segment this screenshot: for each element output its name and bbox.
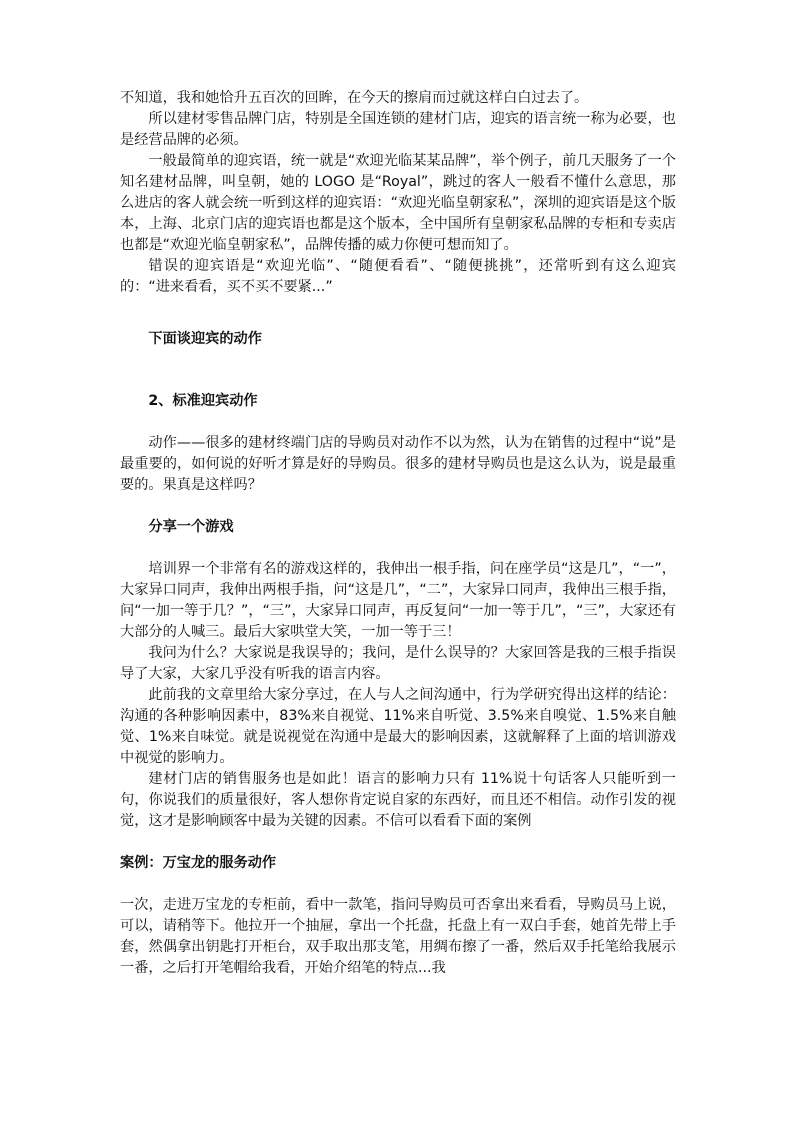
heading-share-game: 分享一个游戏 [148, 519, 234, 535]
paragraph-4: 错误的迎宾语是“欢迎光临”、“随便看看”、“随便挑挑”，还常听到有这么迎宾的：“进来看看，买不买不要紧...” [120, 258, 676, 295]
spacer [120, 538, 676, 559]
paragraph-10: 一次，走进万宝龙的专柜前，看中一款笔，指问导购员可否拿出来看看，导购员马上说，可以，请稍等下。他拉开一个抽屉，拿出一个托盘，托盘上有一双白手套，她首先带上手套，然偶拿出钥匙打开柜台，双手取出那支笔，用绸布擦了一番，然后双手托笔给我展示一番，之后打开笔帽给我看，开始介绍笔的特点...我 [120, 897, 676, 976]
spacer [120, 496, 676, 517]
spacer [120, 874, 676, 895]
paragraph-7: 我问为什么？大家说是我误导的；我问，是什么误导的？大家回答是我的三根手指误导了大家，大家几乎没有听我的语言内容。 [120, 645, 676, 682]
heading-standard-actions: 2、标准迎宾动作 [148, 393, 258, 409]
paragraph-5: 动作——很多的建材终端门店的导购员对动作不以为然，认为在销售的过程中“说”是最重要的，如何说的好听才算是好的导购员。很多的建材导购员也是这么认为，说是最重要的。果真是这样吗？ [120, 435, 676, 493]
paragraph-9: 建材门店的销售服务也是如此！语言的影响力只有 11%说十句话客人只能听到一句，你说我们的质量很好，客人想你肯定说自家的东西好，而且还不相信。动作引发的视觉，这才是影响顾客中最为关键的因素。不信可以看看下面的案例 [120, 771, 676, 829]
heading-greeting-actions: 下面谈迎宾的动作 [148, 331, 262, 347]
spacer [120, 298, 676, 329]
paragraph-6: 培训界一个非常有名的游戏这样的，我伸出一根手指，问在座学员“这是几”，“一”，大家异口同声，我伸出两根手指，问“这是几”，“二”，大家异口同声，我伸出三根手指，问“一加一等于几？”，“三”，大家异口同声，再反复问“一加一等于几”，“三”，大家还有大部分的人喊三。最后大家哄堂大笑，一加一等于三！ [120, 561, 676, 640]
paragraph-2: 所以建材零售品牌门店，特别是全国连锁的建材门店，迎宾的语言统一称为必要，也是经营品牌的必须。 [120, 111, 676, 148]
spacer [120, 832, 676, 853]
document-page [120, 88, 676, 979]
paragraph-8: 此前我的文章里给大家分享过，在人与人之间沟通中，行为学研究得出这样的结论：沟通的各种影响因素中，83%来自视觉、11%来自听觉、3.5%来自嗅觉、1.5%来自触觉、1%来自味觉。就是说视觉在沟通中是最大的影响因素，这就解释了上面的培训游戏中视觉的影响力。 [120, 687, 676, 766]
spacer [120, 350, 676, 391]
paragraph-3: 一般最简单的迎宾语，统一就是“欢迎光临某某品牌”，举个例子，前几天服务了一个知名建材品牌，叫皇朝，她的 LOGO 是“Royal”，跳过的客人一般看不懂什么意思，那么进店的客人就会统一听到这样的迎宾语：“欢迎光临皇朝家私”，深圳的迎宾语是这个版本，上海、北京门店的迎宾语也都是这个版本，全中国所有皇朝家私品牌的专柜和专卖店也都是“欢迎光临皇朝家私”，品牌传播的威力你便可想而知了。 [120, 153, 676, 253]
heading-montblanc-case: 案例：万宝龙的服务动作 [120, 855, 277, 871]
spacer [120, 412, 676, 433]
paragraph-1: 不知道，我和她恰升五百次的回眸，在今天的擦肩而过就这样白白过去了。 [120, 90, 589, 106]
